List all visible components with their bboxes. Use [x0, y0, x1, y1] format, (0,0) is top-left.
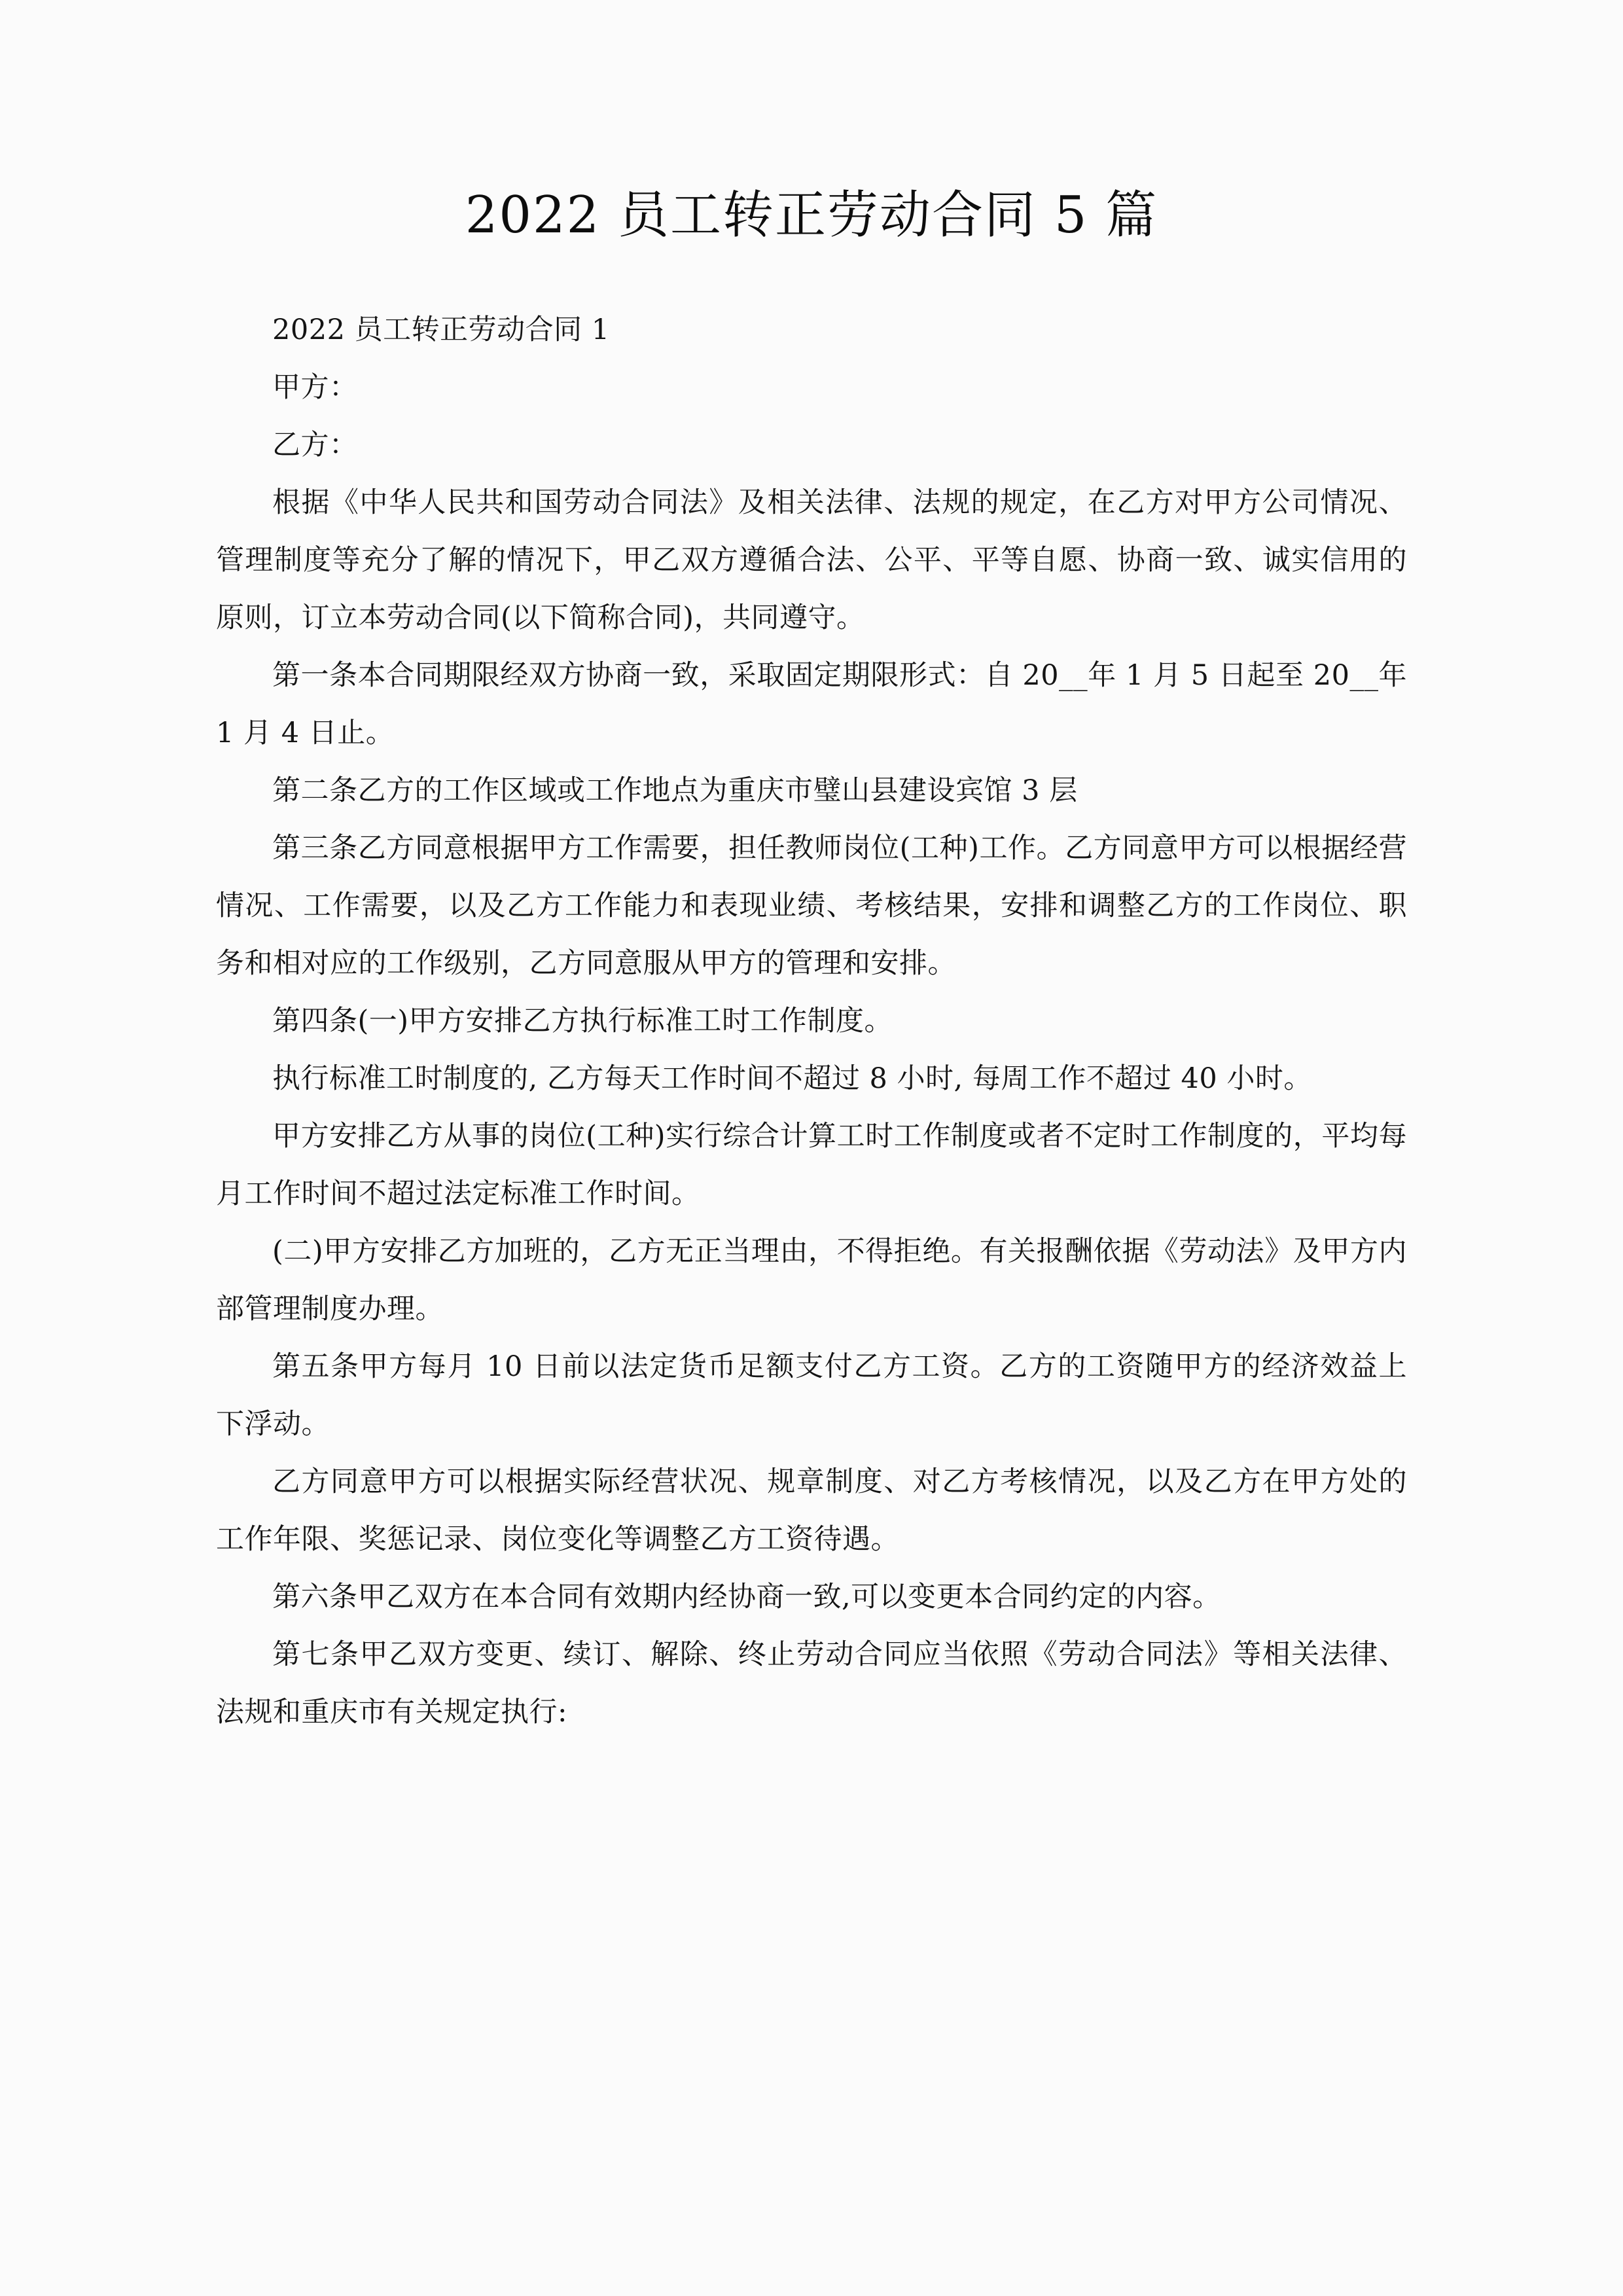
- paragraph-subtitle: 2022 员工转正劳动合同 1: [272, 314, 610, 346]
- paragraph-preamble: 根据《中华人民共和国劳动合同法》及相关法律、法规的规定，在乙方对甲方公司情况、管理制度等充分了解的情况下，甲乙双方遵循合法、公平、平等自愿、协商一致、诚实信用的原则，订立本劳动合同(以下简称合同)，共同遵守。: [216, 486, 1407, 634]
- page-title: 2022 员工转正劳动合同 5 篇: [465, 186, 1158, 245]
- paragraph-article-7: 第七条甲乙双方变更、续订、解除、终止劳动合同应当依照《劳动合同法》等相关法律、法规和重庆市有关规定执行:: [216, 1638, 1407, 1729]
- document-body: [216, 301, 1407, 1741]
- paragraph-party-a: 甲方：: [272, 371, 358, 404]
- paragraph-article-4-2: (二)甲方安排乙方加班的，乙方无正当理由，不得拒绝。有关报酬依据《劳动法》及甲方内部管理制度办理。: [216, 1235, 1407, 1325]
- paragraph-party-b: 乙方：: [272, 429, 358, 461]
- paragraph-article-6: 第六条甲乙双方在本合同有效期内经协商一致,可以变更本合同约定的内容。: [272, 1581, 1221, 1613]
- paragraph-article-3: 第三条乙方同意根据甲方工作需要，担任教师岗位(工种)工作。乙方同意甲方可以根据经营情况、工作需要，以及乙方工作能力和表现业绩、考核结果，安排和调整乙方的工作岗位、职务和相对应的工作级别，乙方同意服从甲方的管理和安排。: [216, 832, 1407, 980]
- paragraph-standard-hours: 执行标准工时制度的, 乙方每天工作时间不超过 8 小时, 每周工作不超过 40 小时。: [272, 1062, 1312, 1095]
- paragraph-article-2: 第二条乙方的工作区域或工作地点为重庆市璧山县建设宾馆 3 层: [272, 774, 1078, 807]
- page-content: [216, 0, 1407, 1741]
- paragraph-article-5: 第五条甲方每月 10 日前以法定货币足额支付乙方工资。乙方的工资随甲方的经济效益上下浮动。: [216, 1350, 1407, 1441]
- paragraph-wage-adjustment: 乙方同意甲方可以根据实际经营状况、规章制度、对乙方考核情况，以及乙方在甲方处的工作年限、奖惩记录、岗位变化等调整乙方工资待遇。: [216, 1465, 1407, 1556]
- paragraph-article-1: 第一条本合同期限经双方协商一致，采取固定期限形式：自 20__年 1 月 5 日起至 20__年 1 月 4 日止。: [216, 659, 1407, 749]
- paragraph-article-4-1: 第四条(一)甲方安排乙方执行标准工时工作制度。: [272, 1005, 893, 1037]
- paragraph-comprehensive-hours: 甲方安排乙方从事的岗位(工种)实行综合计算工时工作制度或者不定时工作制度的，平均每月工作时间不超过法定标准工作时间。: [216, 1120, 1407, 1210]
